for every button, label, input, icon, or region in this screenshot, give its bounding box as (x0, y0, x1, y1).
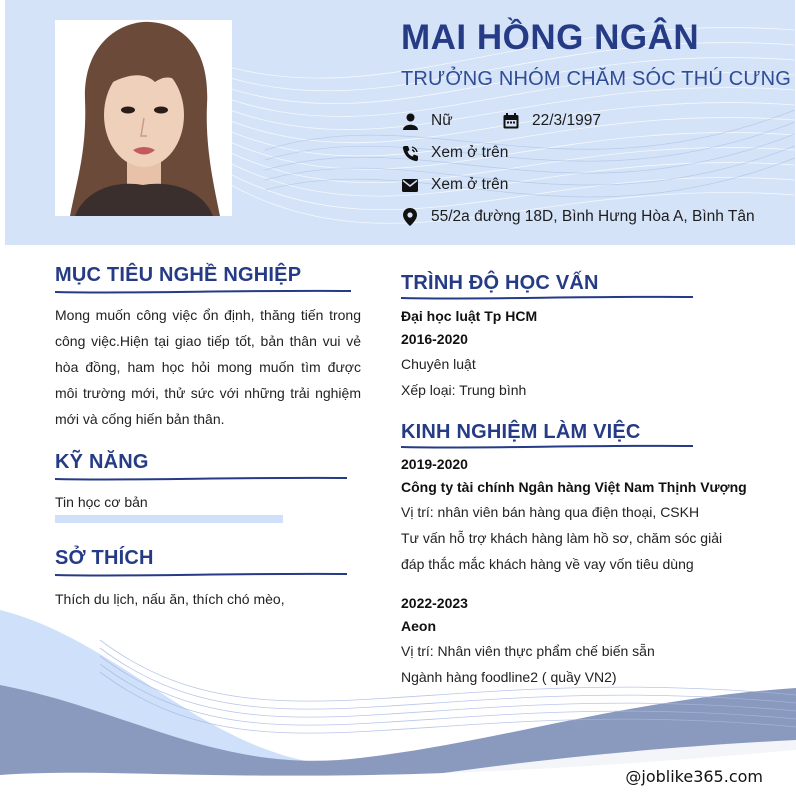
info-email (401, 176, 508, 194)
portrait-image (55, 20, 232, 216)
person-icon (401, 112, 419, 130)
calendar-icon (502, 112, 520, 130)
phone-icon (401, 144, 419, 162)
experience-1-line-2: Tư vấn hỗ trợ khách hàng làm hồ sơ, chăm sóc giải (401, 530, 723, 546)
education-major: Chuyên luật (401, 356, 476, 372)
hobbies-heading-underline (55, 571, 347, 579)
envelope-icon (401, 176, 419, 194)
objective-heading-underline (55, 288, 351, 296)
info-phone (401, 144, 508, 162)
email-value: Xem ở trên (431, 176, 509, 193)
skill-level-fill (55, 515, 283, 523)
info-address (401, 208, 755, 226)
hobbies-text: Thích du lịch, nấu ăn, thích chó mèo, (55, 591, 285, 607)
phone-value: Xem ở trên (431, 144, 509, 161)
gender-value: Nữ (431, 112, 453, 129)
birthday-value: 22/3/1997 (532, 112, 601, 129)
experience-1-company: Công ty tài chính Ngân hàng Việt Nam Thịnh Vượng (401, 479, 747, 495)
education-school: Đại học luật Tp HCM (401, 308, 538, 324)
skills-heading-underline (55, 475, 347, 483)
hobbies-heading: SỞ THÍCH (55, 547, 154, 569)
education-years: 2016-2020 (401, 331, 468, 347)
experience-heading: KINH NGHIỆM LÀM VIỆC (401, 421, 641, 443)
location-pin-icon (401, 208, 419, 226)
experience-heading-underline (401, 443, 693, 451)
candidate-title: TRƯỞNG NHÓM CHĂM SÓC THÚ CƯNG (401, 68, 792, 90)
experience-1-years: 2019-2020 (401, 456, 468, 472)
education-heading-underline (401, 294, 693, 302)
profile-photo (55, 20, 232, 216)
education-grade: Xếp loại: Trung bình (401, 382, 527, 398)
skill-name: Tin học cơ bản (55, 494, 148, 510)
experience-2-years: 2022-2023 (401, 595, 468, 611)
experience-1-line-3: đáp thắc mắc khách hàng về vay vốn tiêu dùng (401, 556, 694, 572)
candidate-name: MAI HỒNG NGÂN (401, 18, 700, 57)
education-heading: TRÌNH ĐỘ HỌC VẤN (401, 272, 599, 294)
address-value: 55/2a đường 18D, Bình Hưng Hòa A, Bình Tân (431, 208, 755, 225)
experience-1-line-1: Vị trí: nhân viên bán hàng qua điện thoại, CSKH (401, 504, 700, 520)
objective-text: Mong muốn công việc ổn định, thăng tiến trong công việc.Hiện tại giao tiếp tốt, bản thân vui vẻ hòa đồng, ham học hỏi mong muốn tìm được môi trường mới, thử sức với những trải nghiệm mới và cống hiến bản thân. (55, 307, 361, 427)
objective-heading: MỤC TIÊU NGHỀ NGHIỆP (55, 264, 302, 286)
experience-2-line-1: Vị trí: Nhân viên thực phẩm chế biến sẵn (401, 643, 655, 659)
watermark: @joblike365.com (625, 767, 763, 786)
experience-2-line-2: Ngành hàng foodline2 ( quầy VN2) (401, 669, 617, 685)
header-band (5, 0, 795, 245)
skill-level-bar (55, 515, 283, 523)
info-gender (401, 112, 453, 130)
skills-heading: KỸ NĂNG (55, 451, 149, 473)
footer-wave-decoration (0, 600, 796, 795)
info-birthday (502, 112, 601, 130)
experience-2-company: Aeon (401, 618, 436, 634)
